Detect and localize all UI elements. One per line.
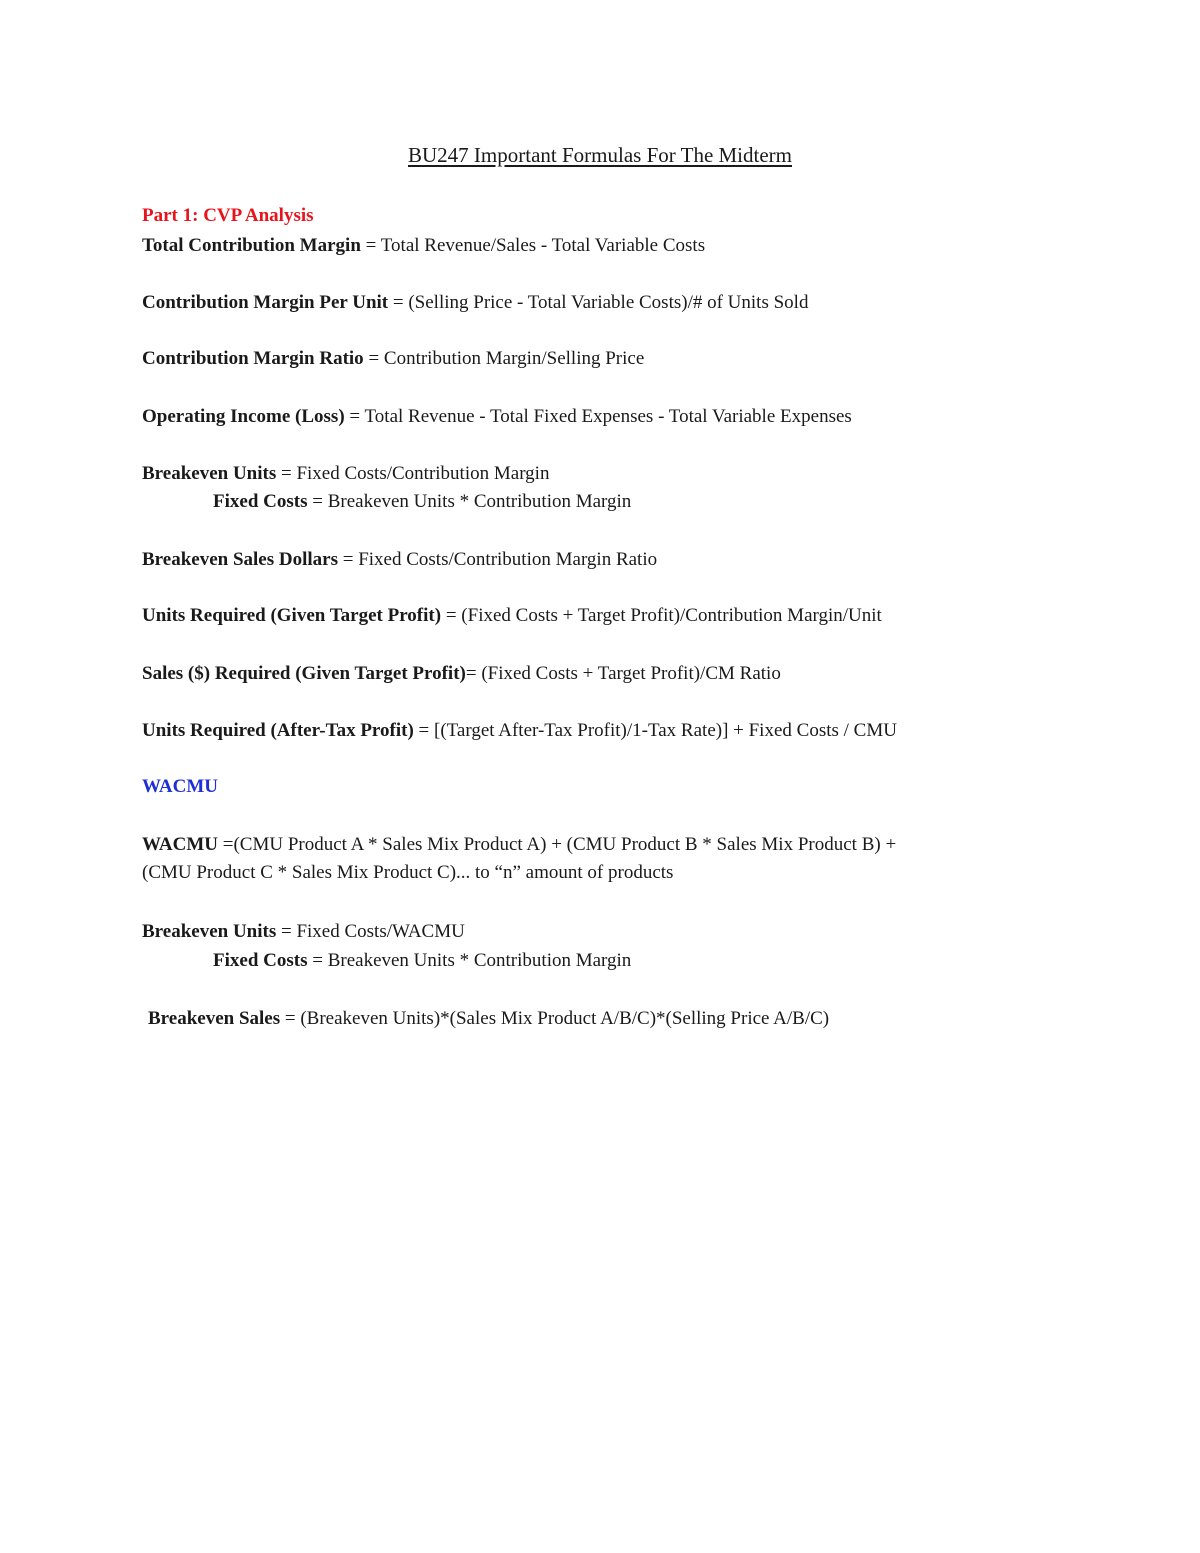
formula-breakeven-units: [142, 462, 549, 486]
formula-expression: = (Selling Price - Total Variable Costs)/# of Units Sold: [388, 292, 809, 313]
formula-units-required-target-profit: [142, 604, 882, 628]
formula-expression: = Breakeven Units * Contribution Margin: [307, 950, 632, 971]
formula-expression: = Contribution Margin/Selling Price: [363, 348, 645, 369]
wacmu-heading: WACMU: [142, 776, 218, 797]
formula-units-required-after-tax: [142, 719, 897, 743]
formula-expression: = Fixed Costs/Contribution Margin Ratio: [337, 549, 658, 570]
formula-term: Breakeven Sales: [148, 1008, 281, 1029]
formula-wacmu-breakeven-units: [142, 920, 465, 944]
formula-expression: = Fixed Costs/WACMU: [276, 921, 465, 942]
formula-expression: = Total Revenue/Sales - Total Variable Costs: [360, 235, 706, 256]
formula-expression: = (Fixed Costs + Target Profit)/CM Ratio: [465, 663, 781, 684]
formula-term: Contribution Margin Per Unit: [142, 292, 389, 313]
formula-term: Units Required (Given Target Profit): [142, 605, 442, 626]
formula-expression: = Total Revenue - Total Fixed Expenses - Total Variable Expenses: [344, 406, 852, 427]
formula-wacmu-fixed-costs: [213, 949, 631, 973]
document-title: BU247 Important Formulas For The Midterm: [408, 143, 792, 167]
formula-wacmu-continued: (CMU Product C * Sales Mix Product C)... to “n” amount of products: [142, 862, 674, 883]
formula-expression: =(CMU Product A * Sales Mix Product A) + (CMU Product B * Sales Mix Product B) +: [218, 834, 897, 855]
formula-term: Breakeven Sales Dollars: [142, 549, 338, 570]
formula-term: Breakeven Units: [142, 921, 277, 942]
formula-term: Operating Income (Loss): [142, 406, 345, 427]
formula-sales-required-target-profit: [142, 662, 781, 686]
formula-term: Breakeven Units: [142, 463, 277, 484]
formula-wacmu: [142, 833, 896, 857]
formula-breakeven-sales-dollars: [142, 548, 657, 572]
formula-term: Sales ($) Required (Given Target Profit): [142, 663, 466, 684]
formula-term: WACMU: [142, 834, 218, 855]
formula-term: Fixed Costs: [213, 950, 308, 971]
formula-expression: = [(Target After-Tax Profit)/1-Tax Rate)] + Fixed Costs / CMU: [413, 720, 897, 741]
formula-cm-ratio: [142, 347, 644, 371]
formula-fixed-costs: [213, 490, 631, 514]
formula-term: Units Required (After-Tax Profit): [142, 720, 414, 741]
formula-expression: = (Breakeven Units)*(Sales Mix Product A/B/C)*(Selling Price A/B/C): [280, 1008, 830, 1029]
formula-term: Total Contribution Margin: [142, 235, 361, 256]
formula-wacmu-breakeven-sales: [148, 1007, 829, 1031]
formula-total-contribution-margin: [142, 234, 705, 258]
formula-term: Fixed Costs: [213, 491, 308, 512]
formula-expression: = Breakeven Units * Contribution Margin: [307, 491, 632, 512]
formula-operating-income: [142, 405, 852, 429]
formula-expression: = (Fixed Costs + Target Profit)/Contribution Margin/Unit: [441, 605, 882, 626]
part1-heading: Part 1: CVP Analysis: [142, 205, 314, 226]
formula-expression: = Fixed Costs/Contribution Margin: [276, 463, 550, 484]
formula-term: Contribution Margin Ratio: [142, 348, 364, 369]
formula-cm-per-unit: [142, 291, 808, 315]
